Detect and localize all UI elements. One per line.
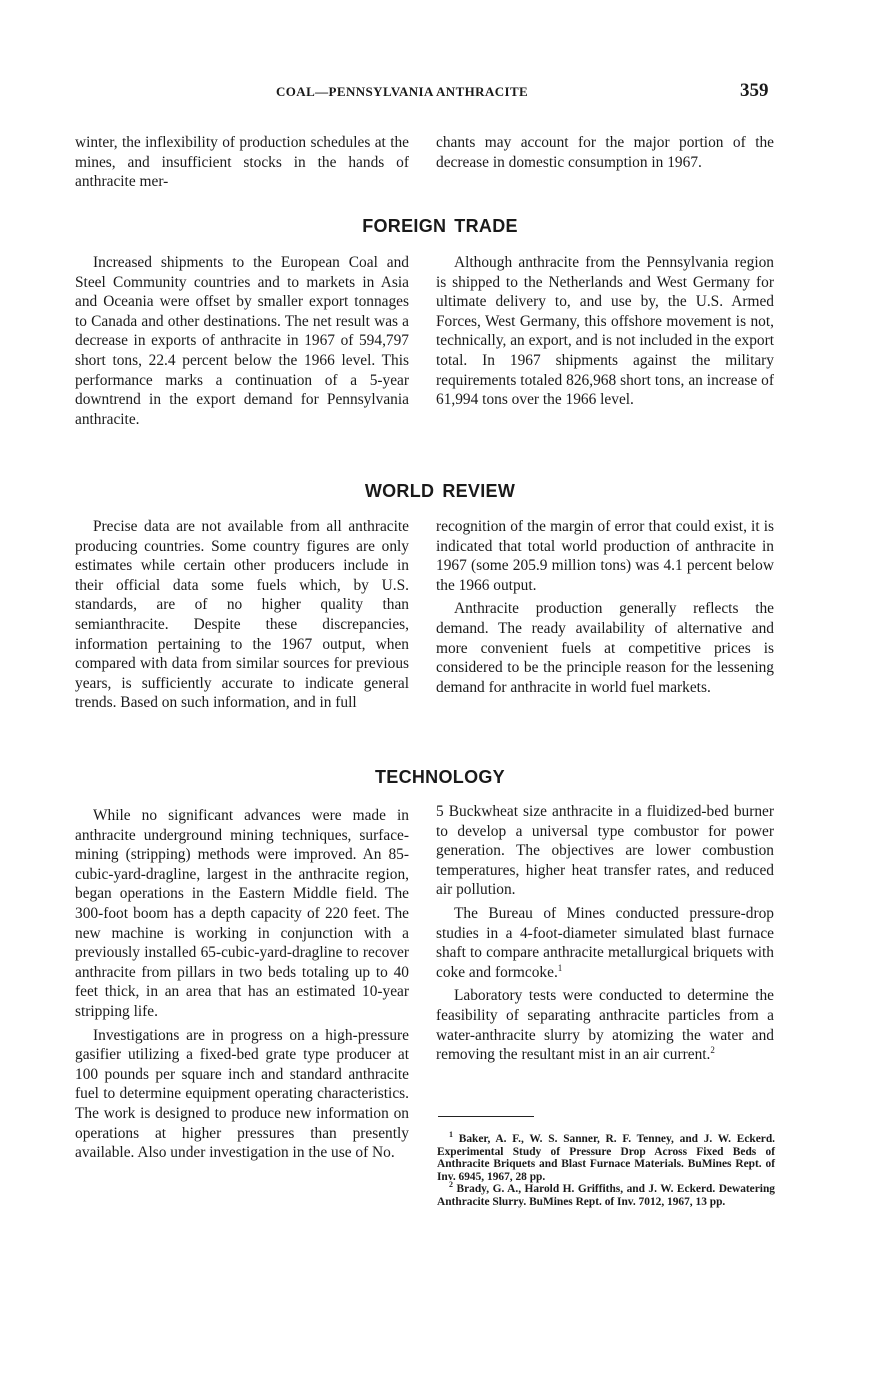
heading-word: TECHNOLOGY bbox=[374, 767, 505, 787]
foreign-trade-right-paragraph: Although anthracite from the Pennsylvania region is shipped to the Netherlands and West Germany for ultimate delivery to, and use by, the U.S. Armed Forces, West Germany, this offshore movement is not, technically, an export, and is not included in the export total. In 1967 shipments against the military requirements totaled 826,968 short tons, an increase of 61,994 tons over the 1966 level. bbox=[436, 254, 774, 409]
heading-word: WORLD bbox=[364, 481, 435, 501]
footnote-text: Baker, A. F., W. S. Sanner, R. F. Tenney, and J. W. Eckerd. Experimental Study of Pressure Drop Across Fixed Beds of Anthracite Briquets and Blast Furnace Materials. BuMines Rept. of Inv. 6945, 1967, 28 pp. bbox=[437, 1133, 776, 1183]
paragraph-text: The Bureau of Mines conducted pressure-drop studies in a 4-foot-diameter simulated blast furnace shaft to compare anthracite metallurgical briquets with coke and formcoke. bbox=[436, 904, 774, 981]
foreign-trade-right-column bbox=[436, 253, 774, 410]
footnote bbox=[437, 1180, 775, 1208]
world-review-right-paragraph: Anthracite production generally reflects the demand. The ready availability of alternative and more convenient fuels at competitive prices is considered to be the principle reason for the lessening demand for anthracite in world fuel markets. bbox=[436, 600, 774, 696]
footnotes bbox=[437, 1130, 776, 1209]
footnote-text: Brady, G. A., Harold H. Griffiths, and J. W. Eckerd. Dewatering Anthracite Slurry. BuMines Rept. of Inv. 7012, 1967, 13 pp. bbox=[437, 1183, 775, 1208]
technology-left-paragraph: Investigations are in progress on a high-pressure gasifier utilizing a fixed-bed grate type producer at 100 pounds per square inch and standard anthracite fuel to determine equipment operating characteristics. The work is designed to produce new information on operations at higher pressures than presently available. Also under investigation in the use of No. bbox=[75, 1026, 409, 1162]
page-number: 359 bbox=[740, 80, 769, 101]
world-review-left-column bbox=[75, 517, 409, 713]
footnote-reference: 2 bbox=[710, 1045, 715, 1055]
heading-word: TRADE bbox=[454, 216, 518, 236]
footnote bbox=[437, 1130, 776, 1183]
footnote-divider bbox=[438, 1116, 534, 1117]
technology-left-paragraph: While no significant advances were made in anthracite underground mining techniques, surface-mining (stripping) methods were improved. An 85-cubic-yard-dragline, largest in the anthracite region, began operations in the Eastern Middle field. The 300-foot boom has a depth capacity of 220 feet. The new machine is working in conjunction with a previously installed 65-cubic-yard-dragline to recover anthracite from pillars in two beds totaling up to 40 feet thick, in an area that has an estimated 10-year stripping life. bbox=[75, 807, 409, 1020]
technology-right-paragraph: 5 Buckwheat size anthracite in a fluidized-bed burner to develop a universal type combustor for power generation. The objectives are lower combustion temperatures, higher heat transfer rates, and reduced air pollution. bbox=[436, 803, 774, 899]
intro-right-paragraph: chants may account for the major portion of the decrease in domestic consumption in 1967. bbox=[436, 134, 774, 171]
running-title: COAL—PENNSYLVANIA ANTHRACITE bbox=[276, 84, 529, 99]
section-heading-technology bbox=[0, 767, 880, 788]
footnote-mark: 2 bbox=[449, 1180, 453, 1190]
footnote-mark: 1 bbox=[449, 1130, 453, 1140]
foreign-trade-left-paragraph: Increased shipments to the European Coal and Steel Community countries and to markets in Asia and Oceania were offset by smaller export tonnages to Canada and other destinations. The net result was a decrease in exports of anthracite in 1967 of 594,797 short tons, 22.4 percent below the 1966 level. This performance marks a continuation of a 5-year downtrend in the export demand for Pennsylvania anthracite. bbox=[75, 254, 409, 428]
heading-word: REVIEW bbox=[442, 481, 516, 501]
technology-right-paragraph bbox=[436, 904, 774, 982]
technology-right-paragraph bbox=[436, 986, 774, 1064]
intro-left-paragraph: winter, the inflexibility of production schedules at the mines, and insufficient stocks in the hands of anthracite mer- bbox=[75, 134, 409, 191]
technology-left-column bbox=[75, 806, 409, 1163]
intro-right-column bbox=[436, 133, 774, 172]
section-heading-world-review bbox=[0, 481, 880, 502]
technology-right-column bbox=[436, 802, 774, 1065]
intro-left-column bbox=[75, 133, 409, 192]
foreign-trade-left-column bbox=[75, 253, 409, 429]
world-review-right-column bbox=[436, 517, 774, 697]
world-review-left-paragraph: Precise data are not available from all anthracite producing countries. Some country figures are only estimates while certain other producers include in their official data some fuels which, by U.S. standards, are of no higher quality than semianthracite. Despite these discrepancies, information pertaining to the 1967 output, when compared with data from similar sources for previous years, is sufficiently accurate to indicate general trends. Based on such information, and in full bbox=[75, 518, 409, 712]
heading-word: FOREIGN bbox=[362, 216, 447, 236]
section-heading-foreign-trade bbox=[0, 216, 880, 237]
world-review-right-paragraph: recognition of the margin of error that could exist, it is indicated that total world production of anthracite in 1967 (some 205.9 million tons) was 4.1 percent below the 1966 output. bbox=[436, 518, 774, 594]
footnote-reference: 1 bbox=[557, 962, 563, 973]
paragraph-text: Laboratory tests were conducted to determine the feasibility of separating anthracite particles from a water-anthracite slurry by atomizing the water and removing the resultant mist in an air current. bbox=[436, 987, 774, 1064]
